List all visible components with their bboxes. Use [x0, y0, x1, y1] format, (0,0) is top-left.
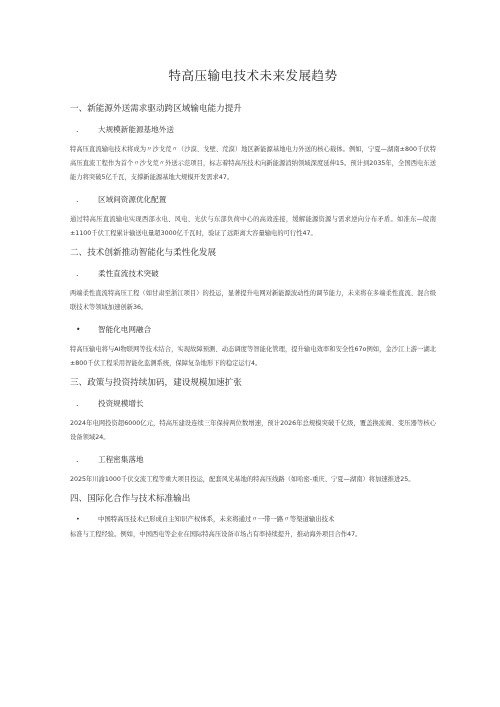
subsection-heading — [70, 124, 436, 135]
subsection-heading — [70, 514, 436, 525]
subsection-title: 柔性直流技术突破 — [98, 269, 159, 278]
subsection-title: 工程密集落地 — [98, 455, 144, 464]
subsection-heading — [70, 194, 436, 205]
paragraph: 特高压输电将与AI物联网等技术结合，实现故障预测、动态调度等智能化管理，提升输电效率和安全性67o例如，金沙江上游一湖北±800千伏工程采用智能化监测系统，保障复杂地形下的稳定运行4。 — [70, 346, 436, 367]
bullet-marker: . — [76, 195, 79, 204]
section-heading-1: 一、新能源外送需求驱动跨区域输电能力提升 — [70, 104, 242, 114]
subsection-title: 智能化电网融合 — [98, 325, 152, 334]
bullet-marker: . — [76, 269, 79, 278]
subsection-title: 投资规模增长 — [98, 399, 144, 408]
section-heading-4: 四、国际化合作与技术标准输出 — [70, 494, 191, 504]
section-heading-3: 三、政策与投资持续加码，建设规模加速扩张 — [70, 378, 242, 388]
subsection-heading — [70, 324, 436, 335]
paragraph: 2025年川渝1000千伏交流工程等重大项目投运，配套风光基地的特高压线路（如哈密-重庆、宁夏—湖南）将加速推进25。 — [70, 476, 415, 483]
section-heading-2: 二、技术创新推动智能化与柔性化发展 — [70, 248, 217, 258]
paragraph: 标准与工程经验。例如，中国西电等企业在国际特高压设备市场占有率持续提升，推动海外项目合作47。 — [70, 531, 362, 538]
subsection-heading — [70, 268, 436, 279]
bullet-marker: • — [76, 515, 80, 523]
subsection-heading — [70, 454, 436, 465]
subsection-title: 区域间资源优化配置 — [98, 195, 167, 204]
paragraph: 特高压直流输电技术将成为〃沙戈荒〃（沙漠、戈壁、荒漠）地区新能源基地电力外送的核心载体。例如，宁夏—湖南±800千伏特高压直流工程作为首个〃沙戈荒〃外送示范项目，标志着特高压技术向新能源消纳领域深度延伸15。预计到2035年，全国西电东送能力将突破5亿千瓦，支撑新能源基地大规模开发需求47。 — [70, 146, 436, 181]
paragraph: 通过特高压直流输电实现西部水电、风电、光伏与东部负荷中心的高效连接，缓解能源资源与需求逆向分布矛盾。如准东—皖南±1100千伏工程累计输送电量超3000亿千瓦时，验证了远距离大容量输电的可行性47。 — [70, 216, 436, 237]
bullet-marker: . — [76, 455, 79, 464]
subsection-title: 中国特高压技术已形成自主知识产权体系，未来将通过〃一带一路〃等渠道输出技术 — [98, 515, 335, 523]
paragraph: 两端柔性直流特高压工程（如甘肃至浙江项目）的投运，显著提升电网对新能源波动性的调节能力，未来将在多端柔性直流、混合级联技术等领域加速创新36。 — [70, 290, 436, 311]
bullet-marker: . — [76, 125, 79, 134]
paragraph: 2024年电网投资超6000亿元，特高压建设连续三年保持两位数增速，预计2026年总规模突破千亿级，覆盖换流阀、变压器等核心设备领域24。 — [70, 420, 436, 441]
subsection-heading — [70, 398, 436, 409]
bullet-marker: . — [76, 399, 79, 408]
subsection-title: 大规模新能源基地外送 — [98, 125, 174, 134]
bullet-marker: • — [76, 325, 81, 334]
document-title: 特高压输电技术未来发展趋势 — [168, 68, 338, 83]
